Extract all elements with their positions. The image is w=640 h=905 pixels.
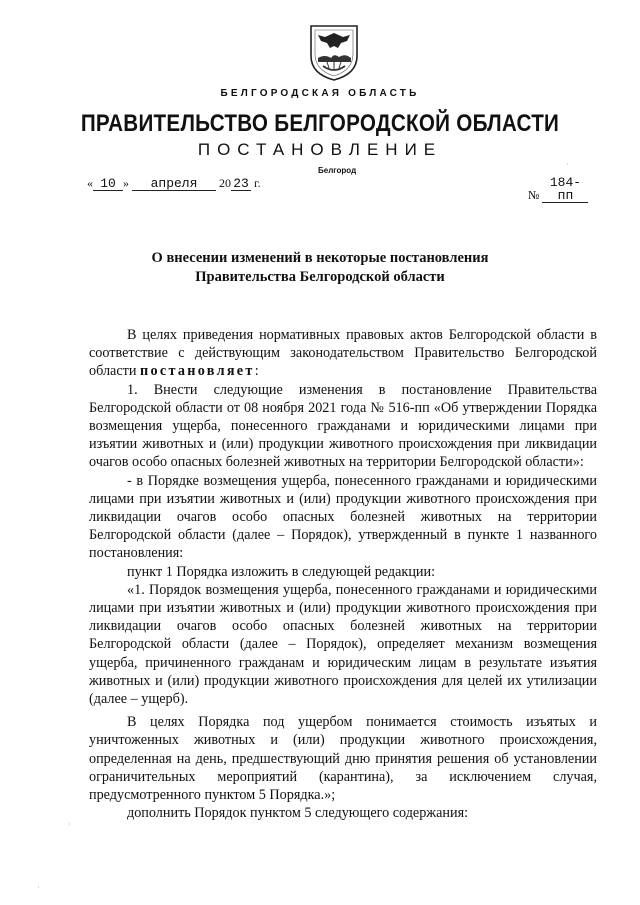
paragraph-damage-definition: В целях Порядка под ущербом понимается стоимость изъятых и уничтоженных животных и (или) продукции животного происхождения, определенная на день, предшествующий дню принятия решения об установлении ограничительных мероприятий (карантина), за исключением случая, предусмотренного пунктом 5 Порядка.»;: [89, 714, 597, 804]
document-date: [87, 176, 261, 191]
document-body: [89, 326, 597, 822]
paragraph-point-1: пункт 1 Порядка изложить в следующей редакции:: [127, 563, 436, 580]
paragraph-new-edition: «1. Порядок возмещения ущерба, понесенного гражданами и юридическими лицами при изъятии животных и (или) продукции животного происхождения при ликвидации очагов особо опасных болезней животных на территории Белгородской области (далее – Порядок), определяет механизм возмещения ущерба, причиненного гражданам и юридическим лицам в результате изъятия животных и (или) продукции животного происхождения для целей их утилизации (далее – ущерб).: [89, 581, 597, 708]
paragraph-add-point-5: дополнить Порядок пунктом 5 следующего содержания:: [127, 805, 469, 822]
document-number: [528, 176, 588, 203]
number-label: №: [528, 188, 540, 202]
coat-of-arms-icon: [305, 22, 363, 82]
date-month: апреля: [132, 177, 216, 191]
date-year-prefix: 20: [219, 176, 231, 190]
date-year-suffix: 23: [231, 177, 251, 191]
city-name: Белгород: [318, 166, 357, 175]
preamble-colon: :: [254, 363, 259, 380]
government-name: ПРАВИТЕЛЬСТВО БЕЛГОРОДСКОЙ ОБЛАСТИ: [80, 110, 560, 137]
date-year-abbr: г.: [254, 176, 261, 190]
document-type: ПОСТАНОВЛЕНИЕ: [197, 140, 443, 159]
paragraph-procedure: - в Порядке возмещения ущерба, понесенного гражданами и юридическими лицами при изъятии животных и (или) продукции животного происхождения при ликвидации очагов особо опасных болезней животных на территории Белгородской области (далее – Порядок), утвержденный в пункте 1 названного постановления:: [89, 472, 597, 562]
preamble-resolves: постановляет: [139, 363, 255, 380]
scan-speck: ·: [68, 820, 71, 829]
scan-speck: ·: [37, 883, 40, 892]
title-line-2: Правительства Белгородской области: [195, 269, 445, 285]
document-title: [0, 249, 640, 287]
scan-speck: ·: [566, 160, 569, 169]
title-line-1: О внесении изменений в некоторые постановления: [151, 250, 489, 266]
preamble-text: В целях приведения нормативных правовых актов Белгородской области в соответствие с действующим законодательством Правительство Белгородской области: [89, 327, 597, 380]
date-open-quote: «: [87, 176, 93, 190]
paragraph-preamble: [89, 326, 597, 381]
region-name: БЕЛГОРОДСКАЯ ОБЛАСТЬ: [220, 88, 420, 99]
date-day: 10: [93, 177, 123, 191]
paragraph-item-1: 1. Внести следующие изменения в постановление Правительства Белгородской области от 08 ноября 2021 года № 516-пп «Об утверждении Порядка возмещения ущерба, понесенного гражданами и юридическими лицами при изъятии животных и (или) продукции животного происхождения при ликвидации очагов особо опасных болезней животных на территории Белгородской области»:: [89, 381, 597, 471]
date-close-quote: »: [123, 176, 129, 190]
number-value: 184-пп: [542, 176, 588, 203]
